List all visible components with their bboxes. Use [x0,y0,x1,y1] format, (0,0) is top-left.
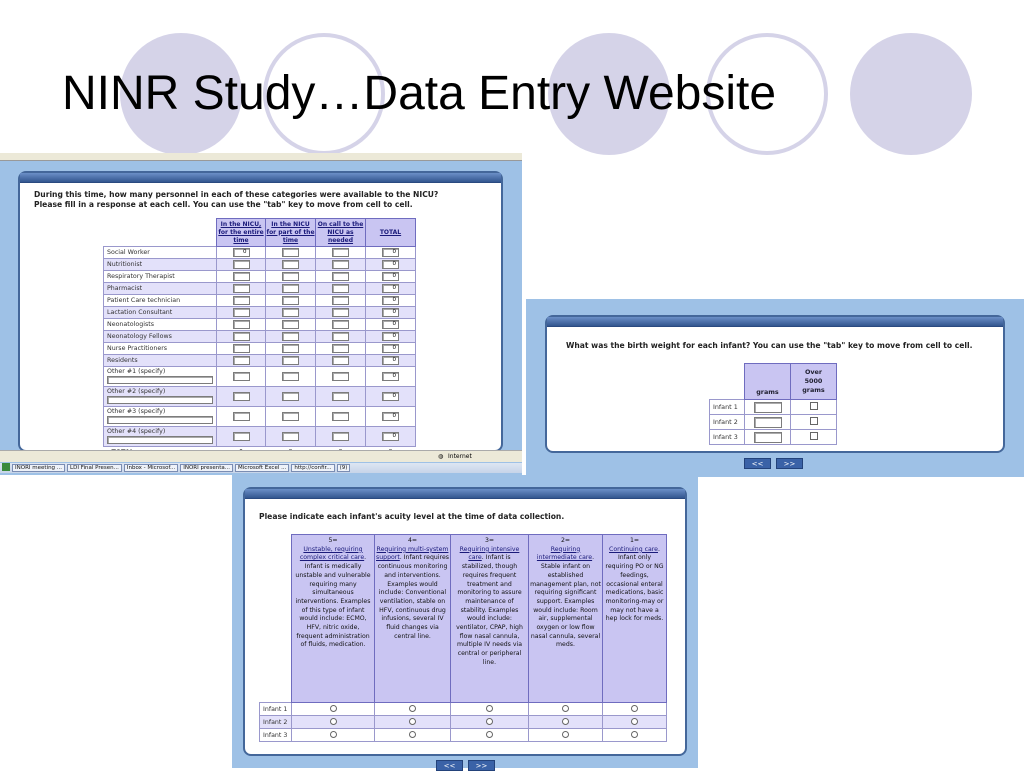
acuity-level-description: Infant is stabilized, though requires frequent treatment and monitoring to assure maintenance of stability. Examples would include: ventilator, CPAP, high flow nasal cannula, multiple IV needs via central or peripheral line. [456,554,523,666]
acuity-radio[interactable] [486,705,493,712]
grams-input[interactable] [754,432,782,443]
radio-cell [375,716,451,729]
count-input[interactable] [282,260,299,269]
input-cell [266,259,316,271]
acuity-level-title: Requiring intensive care [459,545,520,562]
input-cell [316,331,366,343]
acuity-level-number: 5= [328,537,338,544]
table-row [104,331,416,343]
radio-cell [451,716,529,729]
input-cell [266,367,316,387]
grams-cell [745,430,791,445]
count-input[interactable] [332,320,349,329]
acuity-level-description: Stable infant on established management plan, not requiring significant support. Examples would include: Room air, supplemental oxygen or low flow nasal cannula, several meds. [530,563,601,649]
browser-status-bar [0,450,522,462]
table-row [104,271,416,283]
grams-input[interactable] [754,417,782,428]
col-header: On call to the NICU as needed [316,219,366,247]
table-row [104,387,416,407]
grams-cell [745,415,791,430]
header-text: Over [804,368,823,376]
row-label: Social Worker [104,247,217,259]
count-input[interactable] [282,372,299,381]
total-value[interactable]: 0 [382,272,399,281]
birthweight-table [709,363,837,445]
acuity-radio[interactable] [631,705,638,712]
acuity-level-title: Continuing care [609,545,658,553]
total-cell [366,343,416,355]
count-input[interactable] [332,272,349,281]
acuity-radio[interactable] [562,731,569,738]
radio-cell [375,703,451,716]
row-label: Lactation Consultant [104,307,217,319]
total-value[interactable]: 0 [382,332,399,341]
total-value[interactable]: 0 [382,284,399,293]
input-cell [316,271,366,283]
acuity-level-number: 4= [407,537,418,544]
total-cell [366,295,416,307]
row-label: Residents [104,355,217,367]
row-label: Infant 1 [260,703,292,716]
total-value[interactable]: 0 [382,356,399,365]
birthweight-question: What was the birth weight for each infant? You can use the "tab" key to move from cell to cell. [566,341,973,350]
prev-button[interactable]: << [436,760,463,771]
count-input[interactable] [332,308,349,317]
specify-input[interactable] [107,436,213,444]
radio-cell [529,729,603,742]
count-input[interactable] [282,248,299,257]
taskbar-button[interactable]: Inbox - Microsof... [124,464,178,472]
total-cell [366,283,416,295]
input-cell [217,427,266,447]
taskbar-button[interactable]: LDI Final Presen... [67,464,122,472]
row-label: Pharmacist [104,283,217,295]
start-icon[interactable] [2,463,10,471]
row-label: Infant 2 [710,415,745,430]
input-cell [217,331,266,343]
acuity-radio[interactable] [330,705,337,712]
acuity-radio[interactable] [562,705,569,712]
acuity-radio[interactable] [486,718,493,725]
row-label: Infant 2 [260,716,292,729]
acuity-level-header: 5= Unstable, requiring complex critical care. Infant is medically unstable and vulnerable requiring many simultaneous interventions. Examples of this type of infant would include: ECMO, HFV, nitric oxide, frequent administration of fluids, medication. [292,535,375,703]
col-header: TOTAL [366,219,416,247]
input-cell [217,247,266,259]
acuity-level-title: Requiring multi-system support [376,545,449,562]
staffing-table [103,218,416,458]
acuity-radio[interactable] [631,731,638,738]
table-row [104,307,416,319]
row-label: Other #2 (specify) [107,388,166,395]
other-row-label [104,367,217,387]
row-label: Other #1 (specify) [107,368,166,375]
input-cell [266,283,316,295]
input-cell [316,343,366,355]
input-cell [316,407,366,427]
count-input[interactable] [233,344,250,353]
birthweight-screenshot [526,299,1024,477]
input-cell [316,355,366,367]
input-cell [217,367,266,387]
input-cell [217,355,266,367]
acuity-level-header: 2= Requiring intermediate care. Stable infant on established management plan, not requiring significant support. Examples would include: Room air, supplemental oxygen or low flow nasal cannula, several meds. [529,535,603,703]
staffing-question [34,190,438,210]
col-header: In the NICU for part of the time [266,219,316,247]
count-input[interactable] [233,308,250,317]
input-cell [316,307,366,319]
radio-cell [451,729,529,742]
total-cell [366,407,416,427]
table-row [260,716,667,729]
birthweight-panel [545,315,1005,453]
count-input[interactable] [282,320,299,329]
count-input[interactable] [282,432,299,441]
row-label: Nutritionist [104,259,217,271]
input-cell [217,319,266,331]
col-header-over-5000 [791,364,837,400]
acuity-question: Please indicate each infant's acuity level at the time of data collection. [259,512,565,521]
table-row [104,319,416,331]
table-row [260,703,667,716]
acuity-level-header: 1= Continuing care. Infant only requiring PO or NG feedings, occasional enteral medications, basic monitoring-may or may not have a hep lock for meds. [603,535,667,703]
row-label: Nurse Practitioners [104,343,217,355]
grams-input[interactable] [754,402,782,413]
radio-cell [603,729,667,742]
over-5000-cell [791,400,837,415]
table-row [104,407,416,427]
total-value[interactable]: 0 [382,392,399,401]
row-label: Respiratory Therapist [104,271,217,283]
table-row [260,729,667,742]
count-input[interactable] [332,260,349,269]
count-input[interactable] [233,356,250,365]
count-input[interactable] [233,372,250,381]
corner-cell [260,535,292,703]
count-input[interactable] [332,248,349,257]
count-input[interactable] [332,412,349,421]
row-label: Patient Care technician [104,295,217,307]
input-cell [217,283,266,295]
total-cell [366,259,416,271]
grams-cell [745,400,791,415]
prev-button[interactable]: << [744,458,771,469]
input-cell [316,283,366,295]
radio-cell [451,703,529,716]
count-input[interactable] [332,432,349,441]
col-header-grams: grams [745,364,791,400]
row-label: Infant 3 [260,729,292,742]
input-cell [217,271,266,283]
input-cell [266,319,316,331]
count-input[interactable] [282,392,299,401]
radio-cell [375,729,451,742]
question-line: Please fill in a response at each cell. You can use the "tab" key to move from cell to cell. [34,200,413,209]
count-input[interactable] [332,284,349,293]
header-text: 5000 [804,377,823,385]
count-input[interactable] [332,392,349,401]
row-label: Other #4 (specify) [107,428,166,435]
input-cell [266,295,316,307]
count-input[interactable] [282,308,299,317]
over-5000-cell [791,415,837,430]
input-cell [316,367,366,387]
acuity-radio[interactable] [631,718,638,725]
total-cell [366,387,416,407]
other-row-label [104,387,217,407]
row-label: Other #3 (specify) [107,408,166,415]
count-input[interactable] [282,332,299,341]
count-input[interactable] [282,272,299,281]
input-cell [316,387,366,407]
input-cell [217,295,266,307]
input-cell [316,319,366,331]
input-cell [266,427,316,447]
count-input[interactable] [332,372,349,381]
slide-title: NINR Study…Data Entry Website [62,67,777,120]
total-value[interactable]: 0 [382,412,399,421]
total-cell [366,427,416,447]
globe-icon: ◍ [438,453,444,460]
acuity-radio[interactable] [486,731,493,738]
over-5000-checkbox[interactable] [810,402,818,410]
count-input[interactable] [332,296,349,305]
count-input[interactable] [233,296,250,305]
acuity-radio[interactable] [562,718,569,725]
header-text: grams [802,386,825,394]
total-value[interactable]: 0 [382,432,399,441]
count-input[interactable] [233,412,250,421]
next-button[interactable]: >> [468,760,495,771]
col-header: In the NICU, for the entire time [217,219,266,247]
input-cell [217,307,266,319]
total-cell [366,331,416,343]
total-cell [366,319,416,331]
table-row [104,343,416,355]
browser-address-strip [0,153,522,161]
table-row [104,247,416,259]
input-cell [316,259,366,271]
count-input[interactable] [233,272,250,281]
input-cell [266,343,316,355]
taskbar-button[interactable]: (9) [337,464,351,472]
input-cell [316,427,366,447]
table-row [104,295,416,307]
table-row [104,427,416,447]
count-input[interactable] [282,356,299,365]
taskbar-button[interactable]: http://confir... [291,464,334,472]
input-cell [266,407,316,427]
radio-cell [603,703,667,716]
radio-cell [292,703,375,716]
acuity-level-title: Requiring intermediate care [536,545,593,562]
acuity-panel [243,487,687,756]
decor-circle [850,33,972,155]
count-input[interactable] [233,320,250,329]
input-cell [316,247,366,259]
row-label: Infant 1 [710,400,745,415]
count-input[interactable]: 0 [233,248,250,257]
acuity-radio[interactable] [409,705,416,712]
acuity-level-header: 3= Requiring intensive care. Infant is stabilized, though requires frequent treatment and monitoring to assure maintenance of stability. Examples would include: ventilator, CPAP, high flow nasal cannula, multiple IV needs via central or peripheral line. [451,535,529,703]
table-row [710,400,837,415]
row-label: Neonatologists [104,319,217,331]
radio-cell [529,716,603,729]
radio-cell [603,716,667,729]
count-input[interactable] [282,344,299,353]
specify-input[interactable] [107,396,213,404]
count-input[interactable] [233,332,250,341]
specify-input[interactable] [107,376,213,384]
other-row-label [104,407,217,427]
corner-cell [710,364,745,400]
acuity-radio[interactable] [330,731,337,738]
radio-cell [292,729,375,742]
acuity-level-description: Infant is medically unstable and vulnerable requiring many simultaneous interventions. Examples of this type of infant would include: ECMO, HFV, nitric oxide, frequent administration of fluids, medication. [295,563,371,649]
acuity-radio[interactable] [409,718,416,725]
staffing-panel [18,171,503,452]
total-value[interactable]: 0 [382,260,399,269]
other-row-label [104,427,217,447]
specify-input[interactable] [107,416,213,424]
table-row [710,430,837,445]
panel-header-bar [245,489,685,499]
acuity-level-number: 3= [484,537,495,544]
table-row [104,259,416,271]
panel-header-bar [20,173,501,183]
staffing-screenshot [0,153,522,475]
input-cell [266,247,316,259]
count-input[interactable] [233,392,250,401]
count-input[interactable] [233,284,250,293]
count-input[interactable] [233,260,250,269]
count-input[interactable] [282,412,299,421]
acuity-level-header: 4= Requiring multi-system support. Infant requires continuous monitoring and interventions. Examples would include: Conventional ventilation, stable on HFV, continuous drug infusions, several IV fluid changes via central line. [375,535,451,703]
input-cell [217,343,266,355]
total-cell [366,271,416,283]
input-cell [266,387,316,407]
count-input[interactable] [332,356,349,365]
input-cell [266,355,316,367]
row-label: Infant 3 [710,430,745,445]
input-cell [217,259,266,271]
table-row [104,367,416,387]
count-input[interactable] [282,284,299,293]
count-input[interactable] [282,296,299,305]
acuity-level-number: 1= [629,537,640,544]
panel-header-bar [547,317,1003,327]
acuity-screenshot [232,475,698,768]
next-button[interactable]: >> [776,458,803,469]
acuity-table [259,534,667,742]
input-cell [217,387,266,407]
total-cell [366,307,416,319]
count-input[interactable] [233,432,250,441]
total-value[interactable]: 0 [382,248,399,257]
question-line: During this time, how many personnel in each of these categories were available to the NICU? [34,190,439,199]
taskbar-button[interactable]: INORI meeting ... [12,464,65,472]
taskbar-button[interactable]: Microsoft Excel ... [235,464,289,472]
row-label: Neonatology Fellows [104,331,217,343]
table-row [104,355,416,367]
total-value[interactable]: 0 [382,308,399,317]
corner-cell [104,219,217,247]
input-cell [266,271,316,283]
input-cell [217,407,266,427]
status-zone: Internet [448,453,472,460]
over-5000-checkbox[interactable] [810,432,818,440]
total-cell [366,367,416,387]
total-cell [366,355,416,367]
acuity-radio[interactable] [330,718,337,725]
total-value[interactable]: 0 [382,344,399,353]
over-5000-checkbox[interactable] [810,417,818,425]
acuity-level-description: Infant only requiring PO or NG feedings, occasional enteral medications, basic monitoring-may or may not have a hep lock for meds. [605,554,664,623]
count-input[interactable] [332,344,349,353]
total-value[interactable]: 0 [382,296,399,305]
table-row [104,283,416,295]
taskbar-button[interactable]: INORI presenta... [180,464,233,472]
input-cell [266,331,316,343]
radio-cell [292,716,375,729]
count-input[interactable] [332,332,349,341]
total-value[interactable]: 0 [382,320,399,329]
radio-cell [529,703,603,716]
acuity-level-number: 2= [560,537,571,544]
table-row [710,415,837,430]
input-cell [316,295,366,307]
acuity-level-description: Infant requires continuous monitoring and interventions. Examples would include: Conventional ventilation, stable on HFV, continuous drug infusions, several IV fluid changes via central line. [377,554,449,640]
windows-taskbar [0,463,522,473]
input-cell [266,307,316,319]
acuity-radio[interactable] [409,731,416,738]
total-value[interactable]: 0 [382,372,399,381]
acuity-level-title: Unstable, requiring complex critical care [299,545,365,562]
over-5000-cell [791,430,837,445]
total-cell [366,247,416,259]
